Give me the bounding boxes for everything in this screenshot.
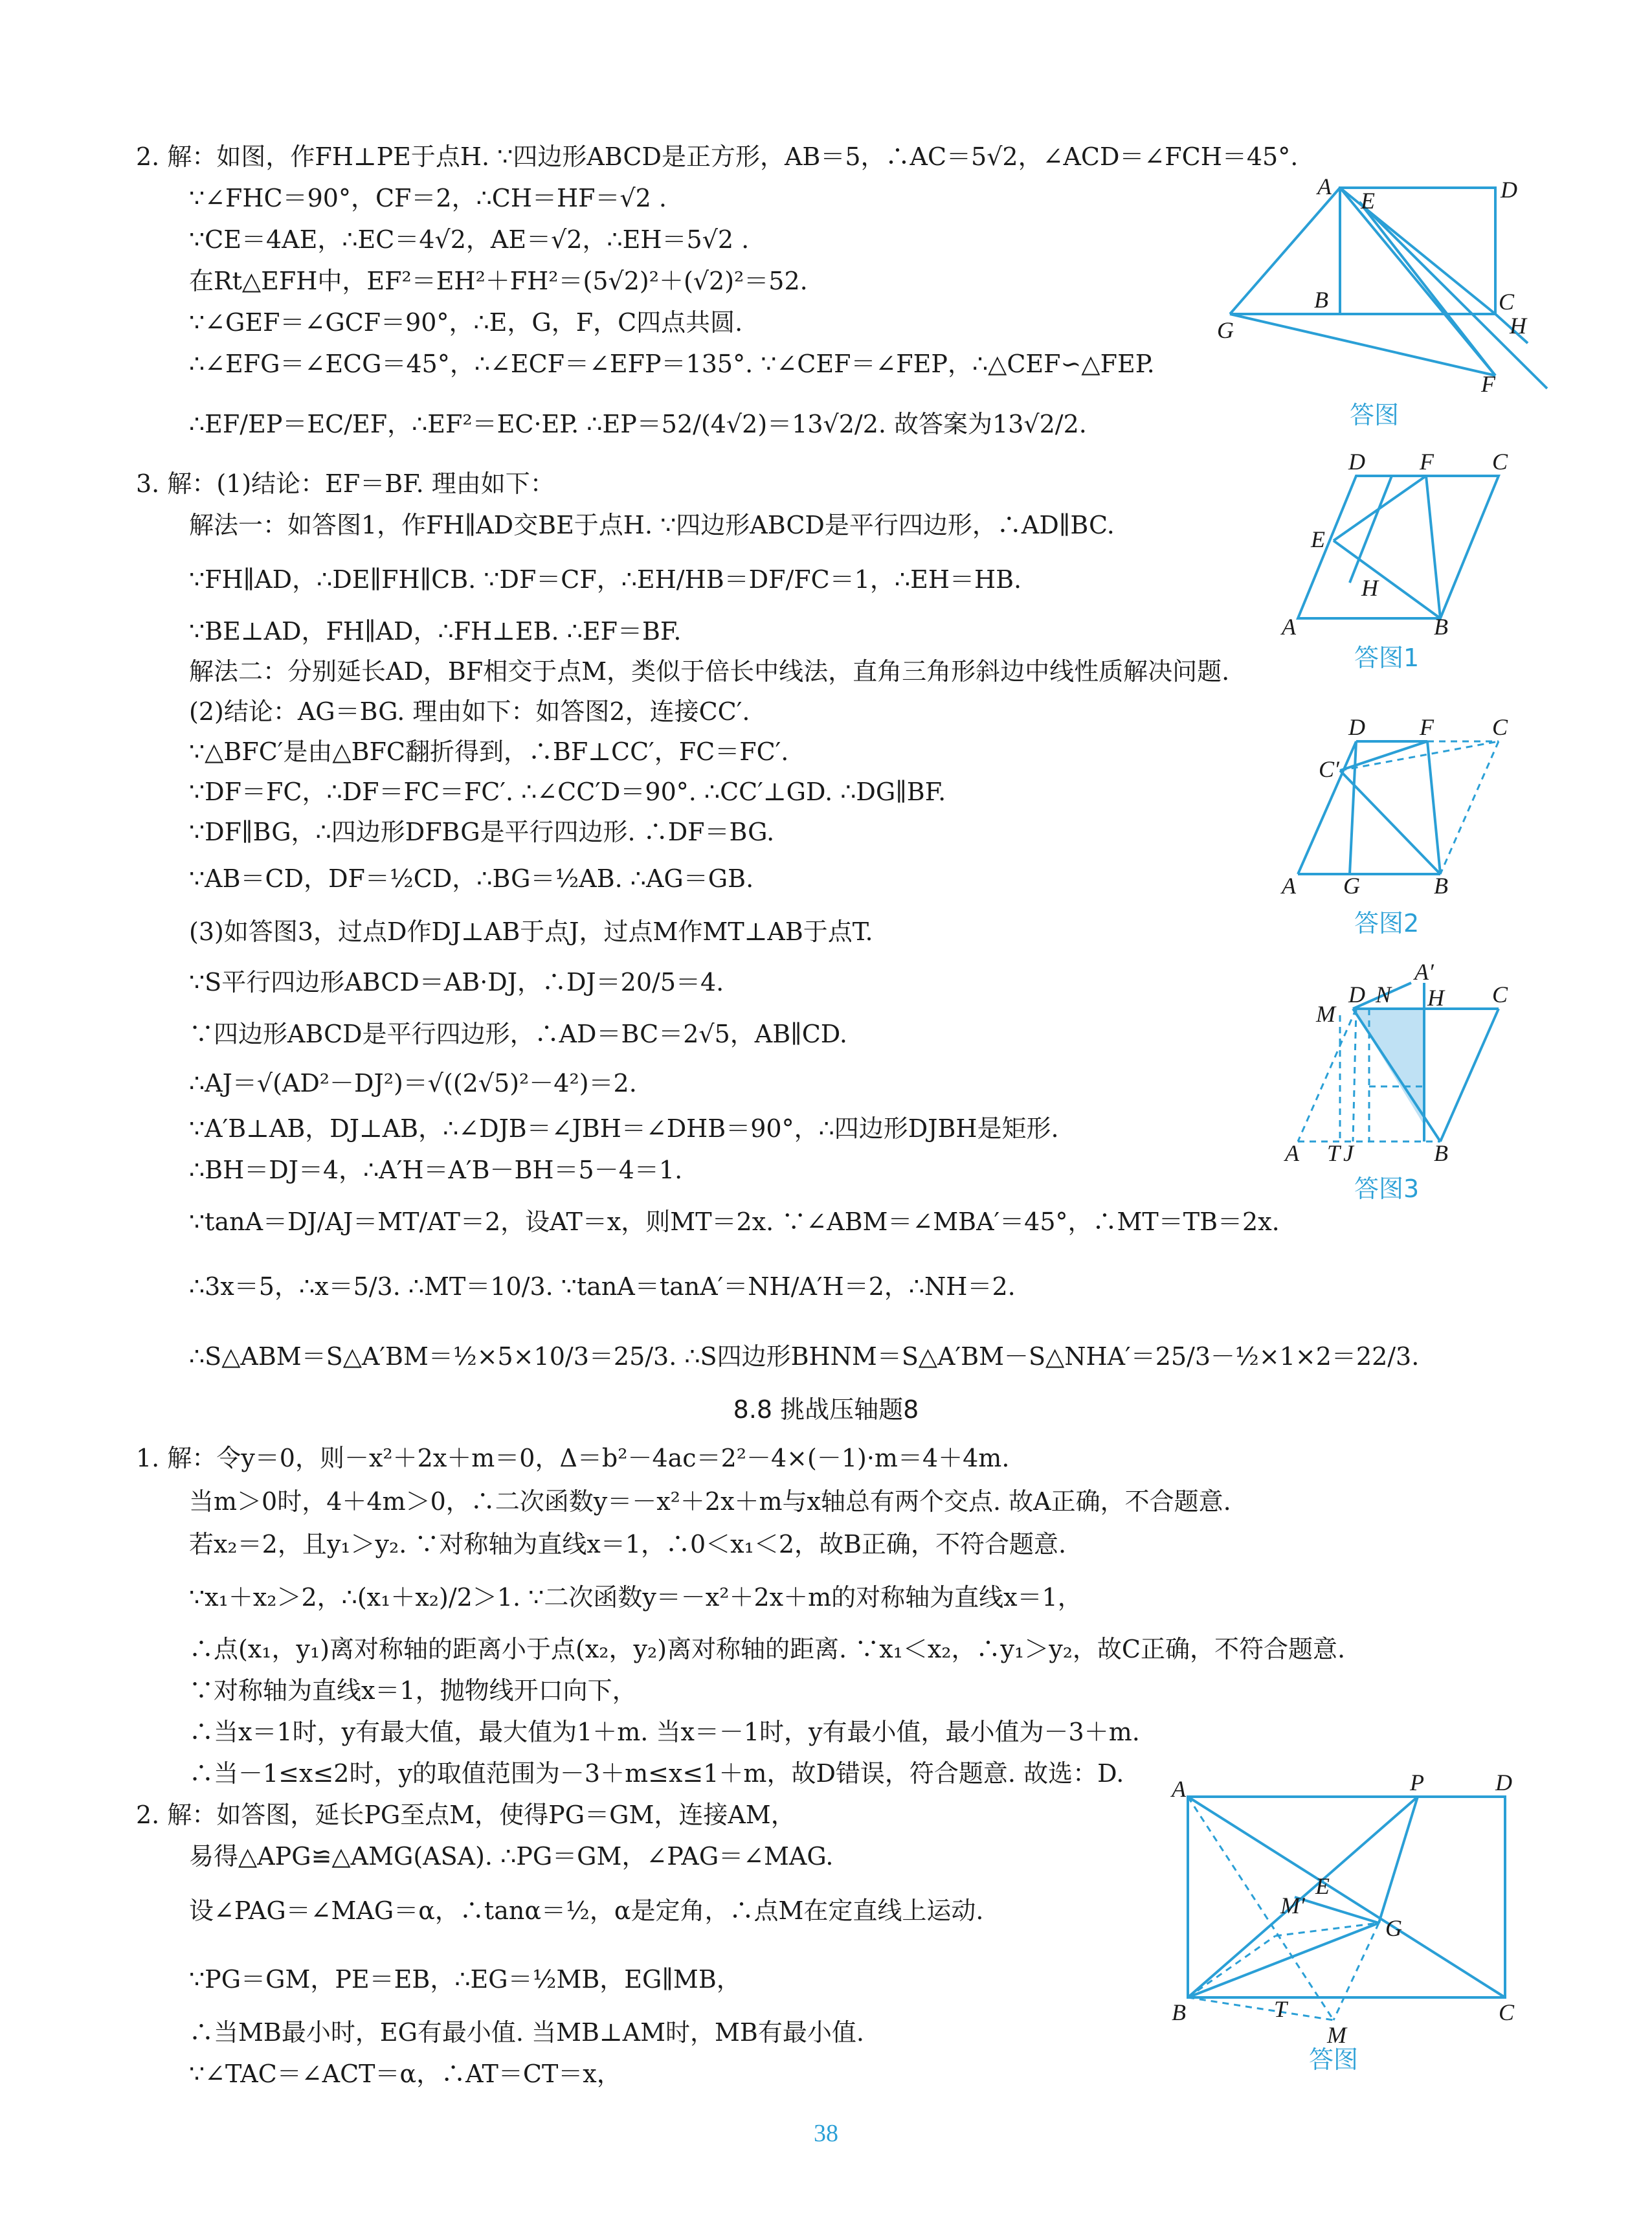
fig82-label-M: M: [1327, 2022, 1346, 2048]
p3-line-19: ∴S△ABM＝S△A′BM＝½×5×10/3＝25/3. ∴S四边形BHNM＝S△A′BM－S△NHA′＝25/3－½×1×2＝22/3.: [189, 1342, 1420, 1371]
p2-line-1: 2. 解：如图，作FH⊥PE于点H. ∵四边形ABCD是正方形，AB＝5，∴AC＝5√2，∠ACD＝∠FCH＝45°.: [136, 142, 1299, 171]
fig82-label-G: G: [1385, 1915, 1402, 1941]
fig82-label-P: P: [1410, 1770, 1424, 1795]
fig31-label-H: H: [1361, 575, 1378, 601]
p3-line-16: ∴BH＝DJ＝4，∴A′H＝A′B－BH＝5－4＝1.: [189, 1156, 683, 1184]
p2-line-3: ∵CE＝4AE，∴EC＝4√2，AE＝√2，∴EH＝5√2 .: [189, 225, 750, 254]
fig82-label-E: E: [1315, 1873, 1330, 1899]
fig82-label-B: B: [1172, 1999, 1186, 2025]
p81-line-2: 当m＞0时，4＋4m＞0，∴二次函数y＝－x²＋2x＋m与x轴总有两个交点. 故A正确，不合题意.: [189, 1487, 1231, 1516]
p2-label-B: B: [1314, 287, 1328, 313]
p2-label-C: C: [1499, 289, 1515, 315]
p3-line-9: ∵DF∥BG，∴四边形DFBG是平行四边形. ∴DF＝BG.: [189, 818, 775, 846]
fig32-label-C-prime: C′: [1319, 756, 1339, 782]
p82-line-1: 2. 解：如答图，延长PG至点M，使得PG＝GM，连接AM，: [136, 1801, 796, 1829]
p3-line-12: ∵S平行四边形ABCD＝AB·DJ，∴DJ＝20/5＝4.: [189, 968, 724, 996]
p2-line-4: 在Rt△EFH中，EF²＝EH²＋FH²＝(5√2)²＋(√2)²＝52.: [189, 267, 808, 295]
fig31-label-F: F: [1420, 449, 1434, 475]
p3-line-4: ∵BE⊥AD，FH∥AD，∴FH⊥EB. ∴EF＝BF.: [189, 617, 682, 646]
p81-line-8: ∴当－1≤x≤2时，y的取值范围为－3＋m≤x≤1＋m，故D错误，符合题意. 故选：D.: [189, 1759, 1124, 1788]
fig82-label-T: T: [1274, 1996, 1288, 2022]
fig31-label-D: D: [1348, 449, 1365, 475]
p3-line-5: 解法二：分别延长AD，BF相交于点M，类似于倍长中线法，直角三角形斜边中线性质解决问题.: [189, 657, 1230, 686]
p3-line-15: ∵A′B⊥AB，DJ⊥AB，∴∠DJB＝∠JBH＝∠DHB＝90°，∴四边形DJBH是矩形.: [189, 1114, 1059, 1143]
fig32-label-F: F: [1420, 714, 1434, 740]
p2-label-F: F: [1481, 371, 1495, 397]
fig33-label-A-prime: A′: [1414, 959, 1434, 985]
fig32-label-C: C: [1492, 714, 1508, 740]
p3-line-14: ∴AJ＝√(AD²－DJ²)＝√((2√5)²－4²)＝2.: [189, 1069, 637, 1097]
p3-line-13: ∵四边形ABCD是平行四边形，∴AD＝BC＝2√5，AB∥CD.: [189, 1020, 847, 1048]
caption-fig-3-3: 答图3: [1354, 1175, 1420, 1203]
caption-fig-3-1: 答图1: [1354, 644, 1420, 672]
p2-label-H: H: [1510, 313, 1526, 339]
fig31-label-C: C: [1492, 449, 1508, 475]
fig31-label-A: A: [1282, 614, 1296, 640]
page-number: 38: [814, 2120, 838, 2147]
p81-line-5: ∴点(x₁，y₁)离对称轴的距离小于点(x₂，y₂)离对称轴的距离. ∵x₁＜x₂，∴y₁＞y₂，故C正确，不符合题意.: [189, 1635, 1346, 1663]
fig33-label-H: H: [1427, 985, 1444, 1011]
p2-line-2: ∵∠FHC＝90°，CF＝2，∴CH＝HF＝√2 .: [189, 184, 667, 212]
fig82-label-D: D: [1495, 1770, 1512, 1795]
p3-line-17: ∵tanA＝DJ/AJ＝MT/AT＝2，设AT＝x，则MT＝2x. ∵∠ABM＝∠MBA′＝45°，∴MT＝TB＝2x.: [189, 1208, 1280, 1236]
p82-line-6: ∵∠TAC＝∠ACT＝α，∴AT＝CT＝x，: [189, 2060, 621, 2088]
p2-label-G: G: [1217, 317, 1234, 343]
fig33-label-M: M: [1316, 1001, 1335, 1027]
fig31-label-B: B: [1434, 614, 1448, 640]
p82-line-4: ∵PG＝GM，PE＝EB，∴EG＝½MB，EG∥MB，: [189, 1965, 741, 1994]
p3-line-18: ∴3x＝5，∴x＝5/3. ∴MT＝10/3. ∵tanA＝tanA′＝NH/A′H＝2，∴NH＝2.: [189, 1272, 1016, 1301]
fig33-label-A: A: [1285, 1140, 1299, 1166]
fig33-label-C: C: [1492, 982, 1508, 1007]
p2-line-5: ∵∠GEF＝∠GCF＝90°，∴E，G，F，C四点共圆.: [189, 308, 743, 337]
figure-3-2: [1278, 712, 1521, 897]
p3-line-1: 3. 解：(1)结论：EF＝BF. 理由如下：: [136, 469, 555, 498]
p3-line-8: ∵DF＝FC，∴DF＝FC＝FC′. ∴∠CC′D＝90°. ∴CC′⊥GD. ∴DG∥BF.: [189, 778, 946, 806]
p3-line-11: (3)如答图3，过点D作DJ⊥AB于点J，过点M作MT⊥AB于点T.: [189, 917, 873, 946]
fig32-label-A: A: [1282, 873, 1296, 899]
fig33-label-B: B: [1434, 1140, 1448, 1166]
fig33-label-T: T: [1327, 1140, 1341, 1166]
figure-p2: [1211, 168, 1526, 401]
fig82-label-C: C: [1499, 1999, 1515, 2025]
fig32-label-G: G: [1343, 873, 1360, 899]
fig82-label-A: A: [1172, 1776, 1186, 1802]
fig33-label-J: J: [1343, 1140, 1354, 1166]
caption-fig-3-2: 答图2: [1354, 909, 1420, 938]
fig32-label-D: D: [1348, 714, 1365, 740]
fig31-label-E: E: [1311, 526, 1325, 552]
p2-label-E: E: [1361, 188, 1375, 214]
p82-line-3: 设∠PAG＝∠MAG＝α，∴tanα＝½，α是定角，∴点M在定直线上运动.: [189, 1896, 984, 1925]
p3-line-2: 解法一：如答图1，作FH∥AD交BE于点H. ∵四边形ABCD是平行四边形，∴AD∥BC.: [189, 511, 1115, 539]
section-title: 8.8 挑战压轴题8: [733, 1395, 919, 1424]
fig33-label-N: N: [1376, 982, 1392, 1007]
p81-line-6: ∵对称轴为直线x＝1，抛物线开口向下，: [189, 1676, 637, 1705]
fig33-label-D: D: [1348, 982, 1365, 1007]
p2-label-D: D: [1501, 177, 1517, 203]
p81-line-3: 若x₂＝2，且y₁＞y₂. ∵对称轴为直线x＝1，∴0＜x₁＜2，故B正确，不符合题意.: [189, 1530, 1067, 1558]
p3-line-6: (2)结论：AG＝BG. 理由如下：如答图2，连接CC′.: [189, 697, 750, 726]
fig82-label-M-prime: M′: [1280, 1893, 1305, 1918]
p81-line-7: ∴当x＝1时，y有最大值，最大值为1＋m. 当x＝－1时，y有最小值，最小值为－3＋m.: [189, 1718, 1140, 1746]
p3-line-7: ∵△BFC′是由△BFC翻折得到，∴BF⊥CC′，FC＝FC′.: [189, 737, 789, 766]
fig32-label-B: B: [1434, 873, 1448, 899]
p3-line-10: ∵AB＝CD，DF＝½CD，∴BG＝½AB. ∴AG＝GB.: [189, 864, 754, 893]
figure-3-1: [1278, 447, 1521, 640]
p81-line-4: ∵x₁＋x₂＞2，∴(x₁＋x₂)/2＞1. ∵二次函数y＝－x²＋2x＋m的对称轴为直线x＝1，: [189, 1583, 1082, 1612]
p2-line-6: ∴∠EFG＝∠ECG＝45°，∴∠ECF＝∠EFP＝135°. ∵∠CEF＝∠FEP，∴△CEF∽△FEP.: [189, 350, 1155, 378]
caption-fig-p2: 答图: [1350, 401, 1400, 429]
caption-fig-8-2: 答图: [1309, 2045, 1359, 2074]
figure-3-3: [1278, 957, 1521, 1167]
p81-line-1: 1. 解：令y＝0，则－x²＋2x＋m＝0，Δ＝b²－4ac＝2²－4×(－1)·m＝4＋4m.: [136, 1444, 1010, 1472]
p2-line-7: ∴EF/EP＝EC/EF，∴EF²＝EC·EP. ∴EP＝52/(4√2)＝13√2/2. 故答案为13√2/2.: [189, 410, 1087, 438]
p2-label-A: A: [1317, 174, 1332, 199]
p82-line-2: 易得△APG≌△AMG(ASA). ∴PG＝GM，∠PAG＝∠MAG.: [189, 1842, 834, 1871]
figure-8-2: [1165, 1770, 1528, 2052]
p3-line-3: ∵FH∥AD，∴DE∥FH∥CB. ∵DF＝CF，∴EH/HB＝DF/FC＝1，∴EH＝HB.: [189, 565, 1022, 594]
p82-line-5: ∴当MB最小时，EG有最小值. 当MB⊥AM时，MB有最小值.: [189, 2018, 864, 2047]
